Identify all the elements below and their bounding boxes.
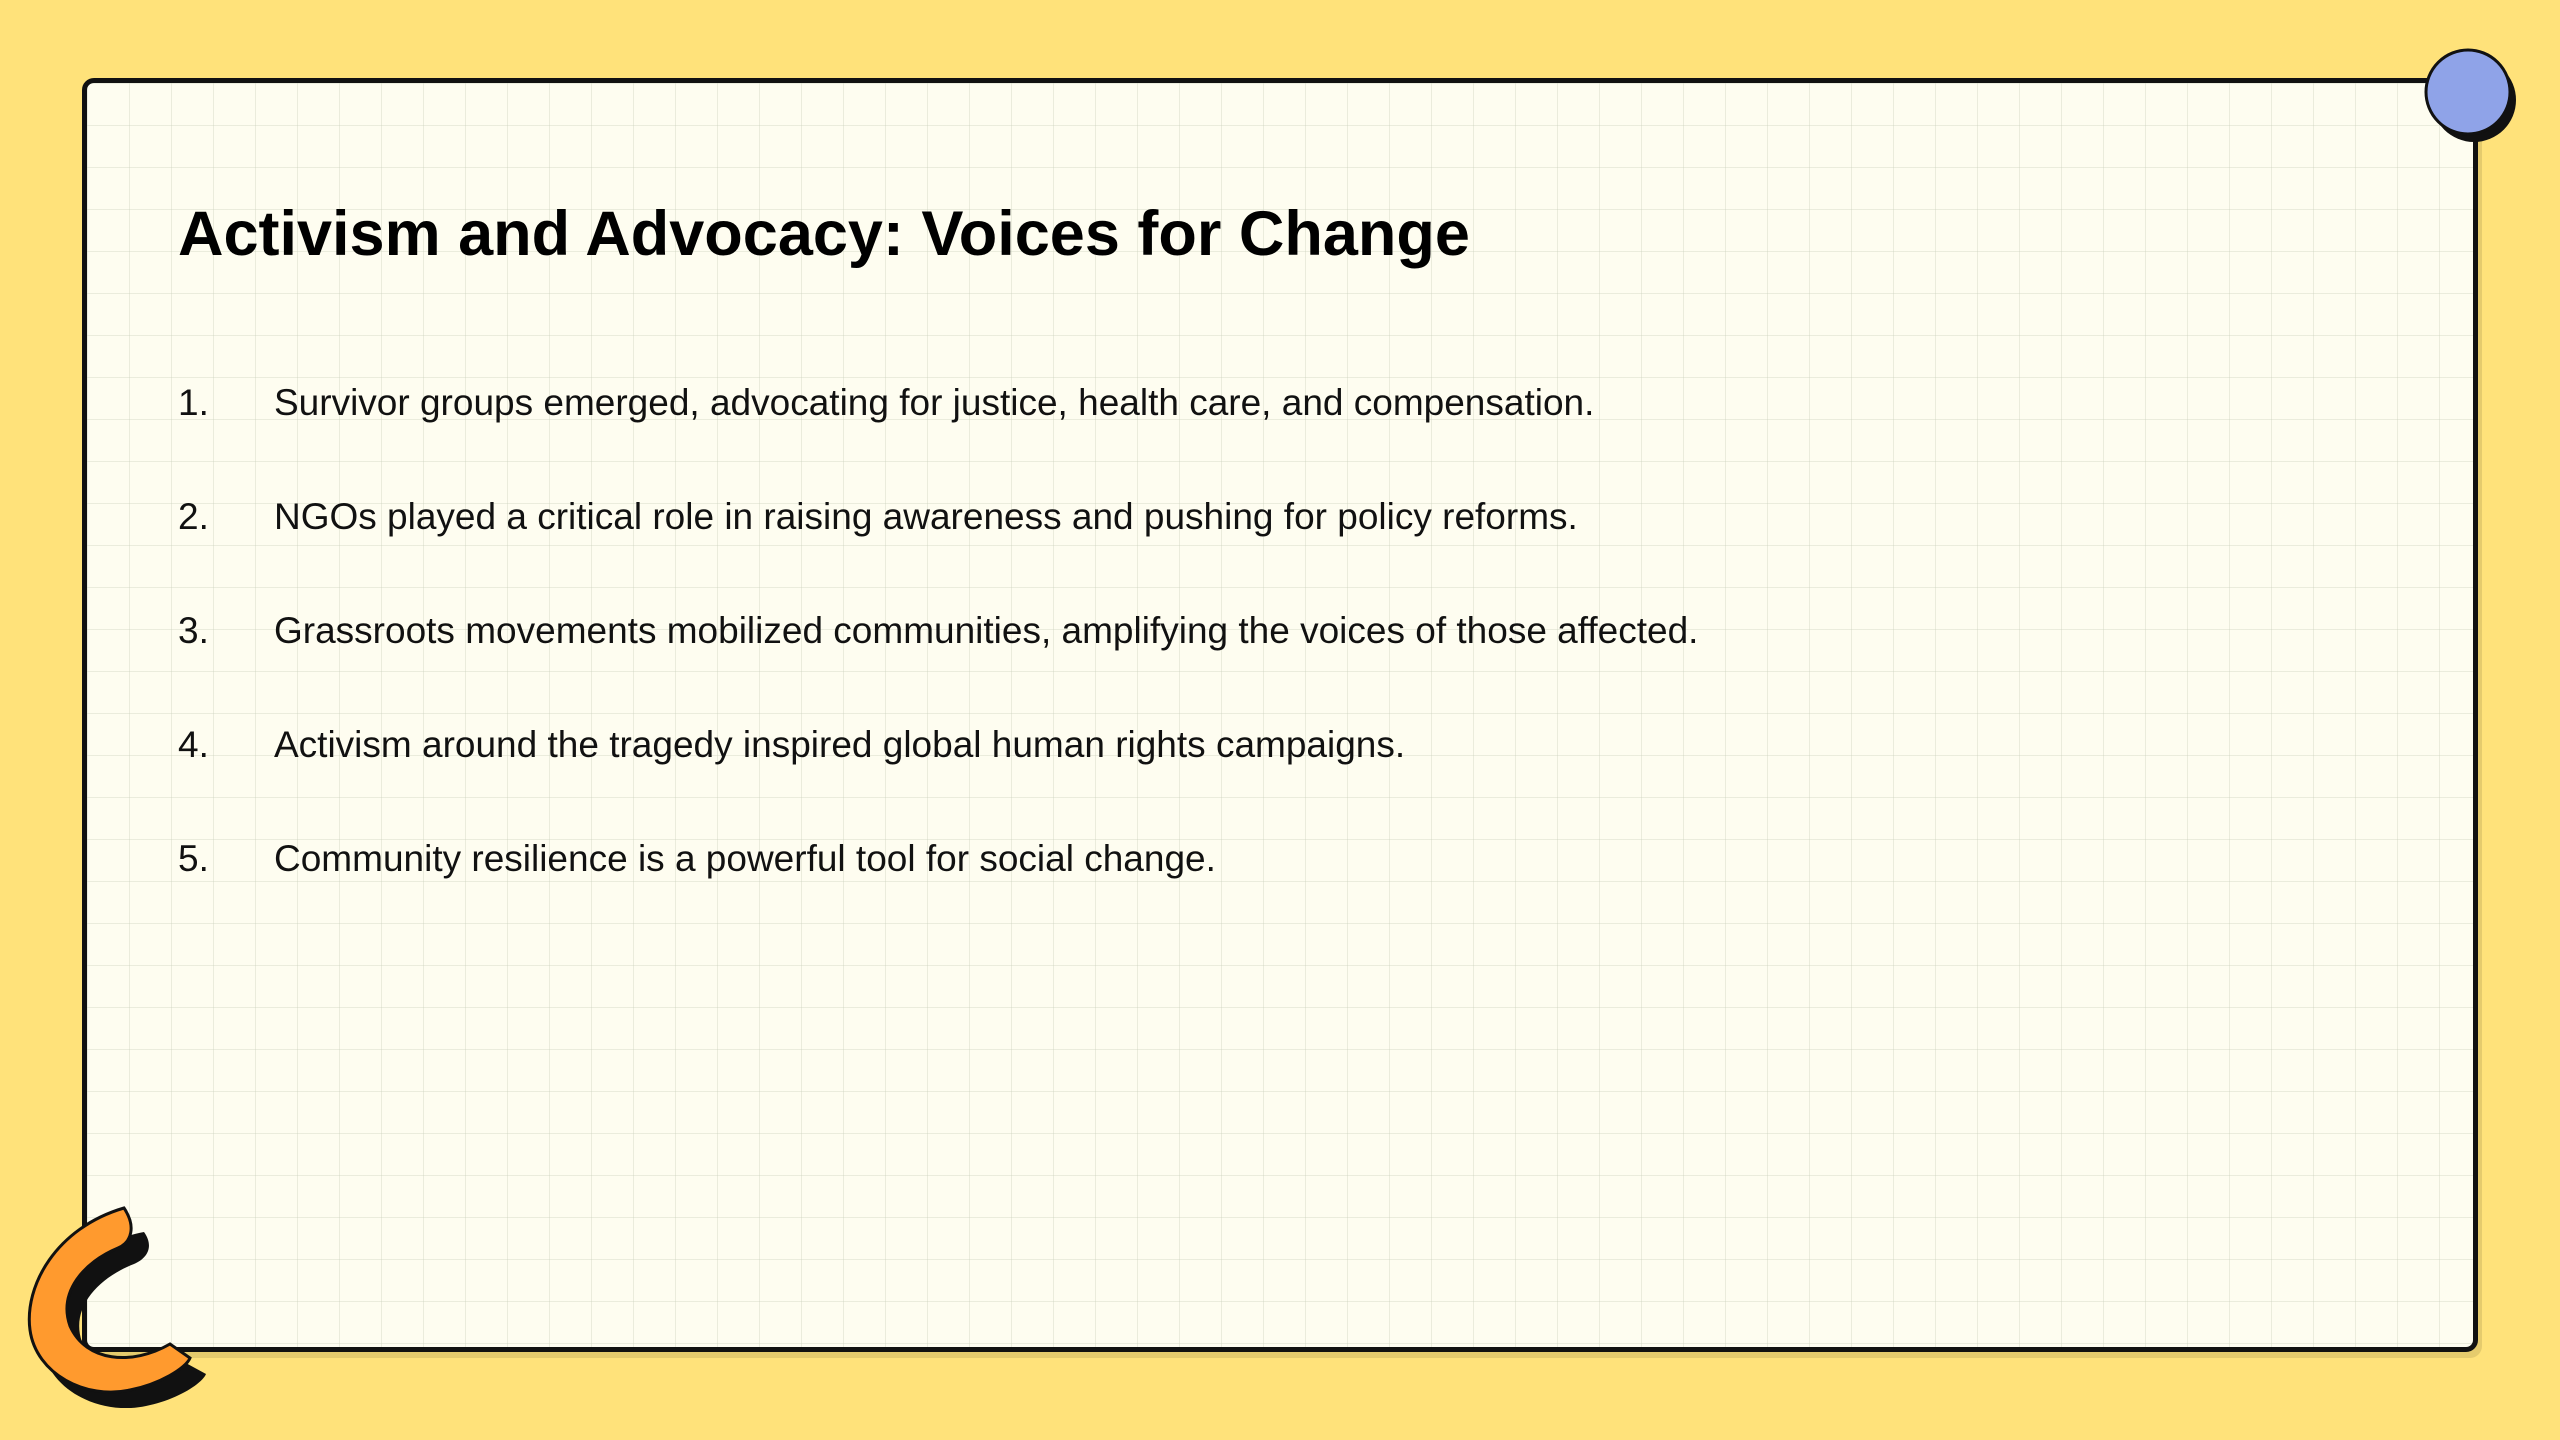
list-item-number: 3. (178, 610, 209, 651)
list-item-number: 4. (178, 724, 209, 765)
list-item-text: Survivor groups emerged, advocating for justice, health care, and compensation. (274, 382, 1595, 423)
list-item-text: Community resilience is a powerful tool for social change. (274, 838, 1216, 879)
list-item-text: NGOs played a critical role in raising awareness and pushing for policy reforms. (274, 496, 1578, 537)
list-item-number: 2. (178, 496, 209, 537)
list-item (178, 838, 1698, 952)
list-item (178, 610, 1698, 724)
list-item (178, 382, 1698, 496)
list-item-text: Grassroots movements mobilized communities, amplifying the voices of those affected. (274, 610, 1699, 651)
list-item-text: Activism around the tragedy inspired global human rights campaigns. (274, 724, 1406, 765)
bullet-list (178, 382, 1698, 952)
list-item-number: 5. (178, 838, 209, 879)
list-item (178, 724, 1698, 838)
list-item-number: 1. (178, 382, 209, 423)
slide-title: Activism and Advocacy: Voices for Change (178, 199, 1470, 269)
list-item (178, 496, 1698, 610)
